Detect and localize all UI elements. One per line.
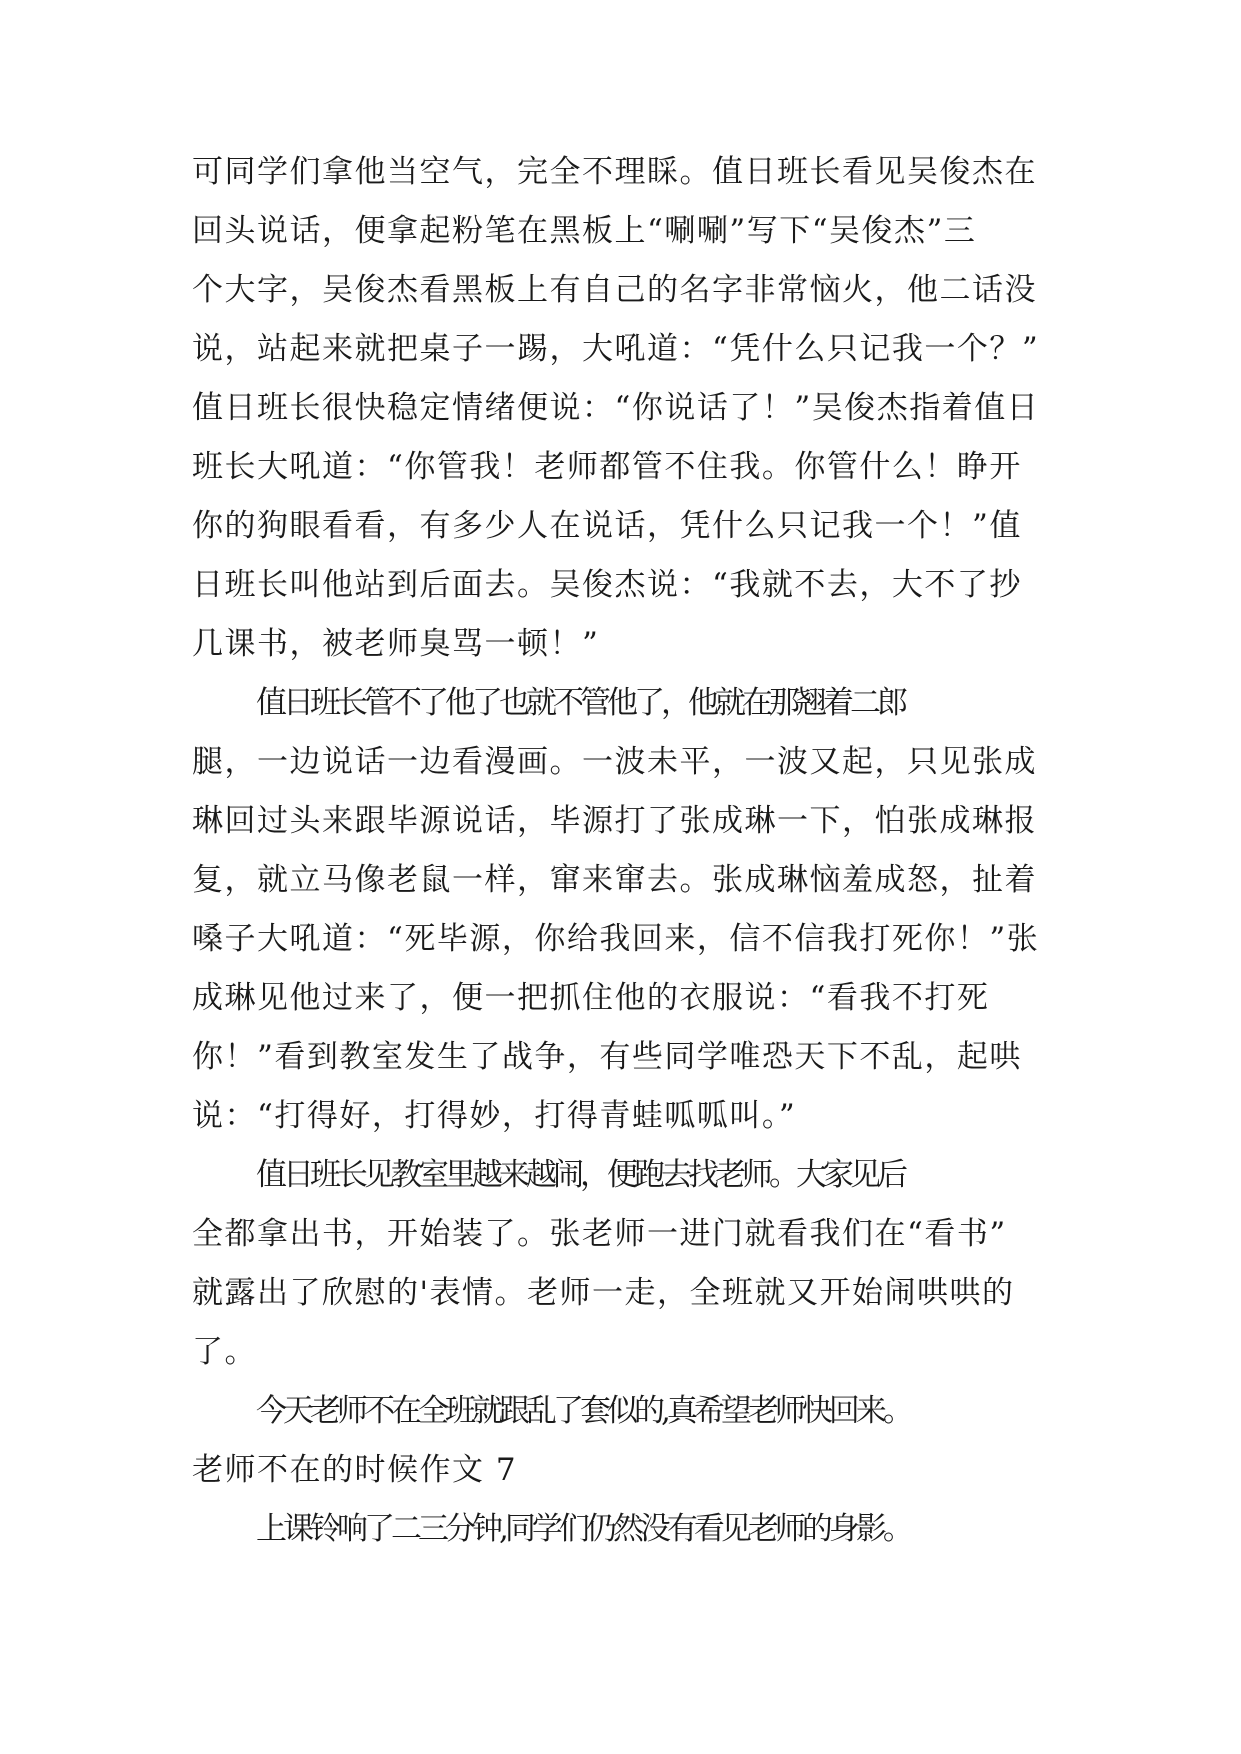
text-line: 你！”看到教室发生了战争，有些同学唯恐天下不乱，起哄 <box>192 1039 1022 1075</box>
text-line: 值日班长很快稳定情绪便说：“你说话了！”吴俊杰指着值日 <box>192 390 1040 426</box>
text-line: 就露出了欣慰的'表情。老师一走，全班就又开始闹哄哄的 <box>192 1275 1015 1311</box>
text-line: 腿，一边说话一边看漫画。一波未平，一波又起，只见张成 <box>192 744 1037 780</box>
text-line: 了。 <box>192 1334 257 1370</box>
text-line: 值日班长见教室里越来越闹，便跑去找老师。大家见后 <box>256 1157 904 1193</box>
section-heading: 老师不在的时候作文 7 <box>192 1452 518 1488</box>
text-line: 几课书，被老师臭骂一顿！” <box>192 626 600 662</box>
text-line: 全都拿出书，开始装了。张老师一进门就看我们在“看书” <box>192 1216 1007 1252</box>
text-line: 成琳见他过来了，便一把抓住他的衣服说：“看我不打死 <box>192 980 990 1016</box>
text-line: 复，就立马像老鼠一样，窜来窜去。张成琳恼羞成怒，扯着 <box>192 862 1037 898</box>
text-line: 今天老师不在全班就跟乱了套似的,真希望老师快回来。 <box>256 1393 910 1429</box>
text-line: 琳回过头来跟毕源说话，毕源打了张成琳一下，怕张成琳报 <box>192 803 1037 839</box>
text-line: 值日班长管不了他了也就不管他了，他就在那翘着二郎 <box>256 685 904 721</box>
text-line: 嗓子大吼道：“死毕源，你给我回来，信不信我打死你！”张 <box>192 921 1040 957</box>
text-line: 上课铃响了二三分钟,同学们仍然没有看见老师的身影。 <box>256 1511 910 1547</box>
text-line: 日班长叫他站到后面去。吴俊杰说：“我就不去，大不了抄 <box>192 567 1022 603</box>
text-line: 个大字，吴俊杰看黑板上有自己的名字非常恼火，他二话没 <box>192 272 1037 308</box>
text-line: 你的狗眼看看，有多少人在说话，凭什么只记我一个！”值 <box>192 508 1022 544</box>
text-line: 班长大吼道：“你管我！老师都管不住我。你管什么！睁开 <box>192 449 1022 485</box>
text-line: 可同学们拿他当空气，完全不理睬。值日班长看见吴俊杰在 <box>192 154 1037 190</box>
text-line: 说，站起来就把桌子一踢，大吼道：“凭什么只记我一个？” <box>192 331 1040 367</box>
text-line: 回头说话，便拿起粉笔在黑板上“唰唰”写下“吴俊杰”三 <box>192 213 977 249</box>
text-line: 说：“打得好，打得妙，打得青蛙呱呱叫。” <box>192 1098 797 1134</box>
